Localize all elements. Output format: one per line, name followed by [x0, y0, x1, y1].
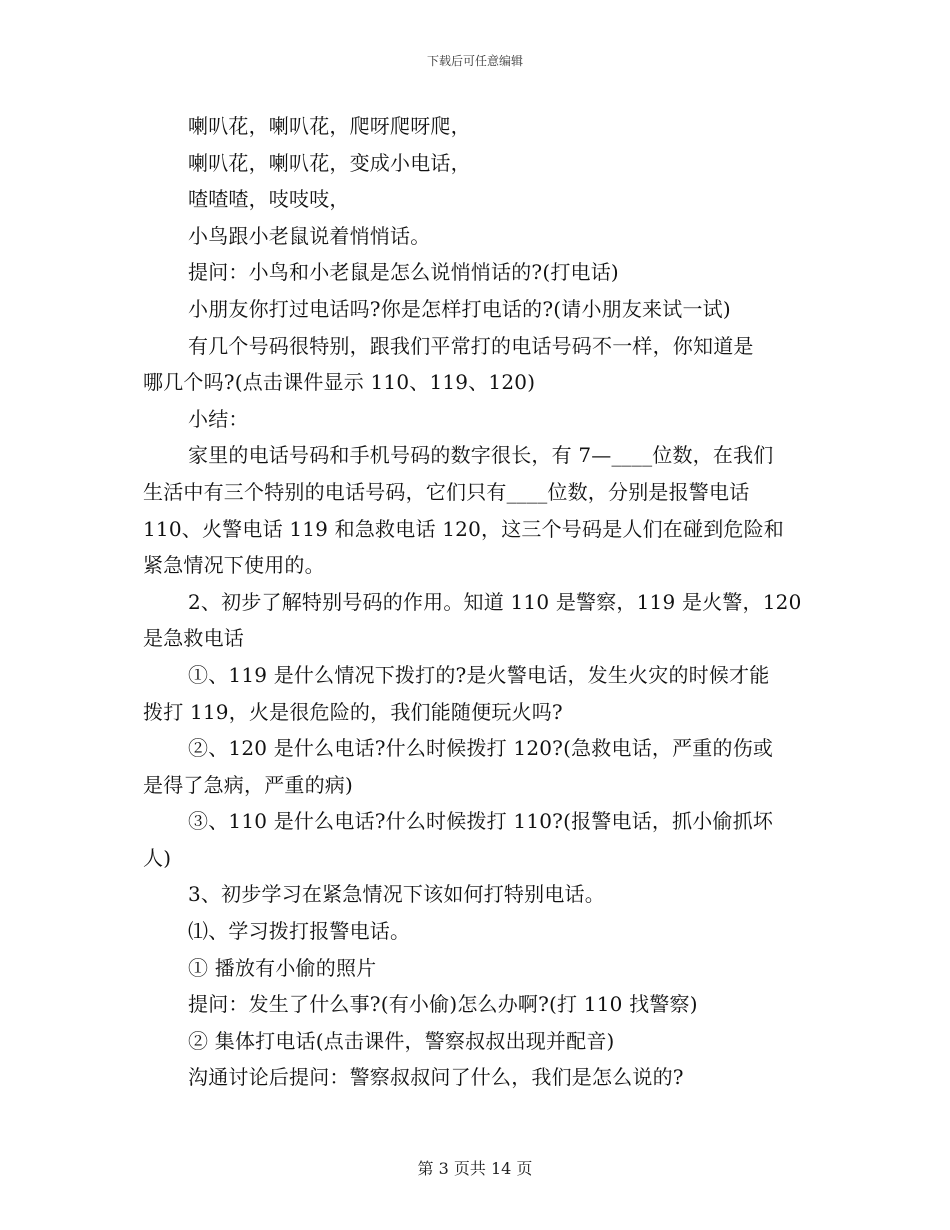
text-line: ① 播放有小偷的照片: [188, 955, 377, 980]
document-body: [143, 108, 808, 1096]
text-line: 喇叭花，喇叭花，变成小电话，: [188, 150, 471, 175]
page-footer: 第 3 页共 14 页: [417, 1159, 533, 1178]
text-line: 紧急情况下使用的。: [143, 553, 325, 578]
text-line: 生活中有三个特别的电话号码，它们只有____位数，分别是报警电话: [143, 479, 750, 504]
text-line: 人): [143, 845, 172, 870]
text-line: ①、119 是什么情况下拨打的?是火警电话，发生火灾的时候才能: [188, 662, 770, 687]
text-line: 110、火警电话 119 和急救电话 120，这三个号码是人们在碰到危险和: [143, 516, 784, 541]
text-line: 有几个号码很特别，跟我们平常打的电话号码不一样，你知道是: [188, 333, 754, 358]
text-line: 家里的电话号码和手机号码的数字很长，有 7—____位数，在我们: [188, 443, 774, 468]
text-line: 小结：: [188, 406, 249, 431]
text-line: 哪几个吗?(点击课件显示 110、119、120): [143, 370, 536, 395]
text-line: ②、120 是什么电话?什么时候拨打 120?(急救电话，严重的伤或: [188, 736, 774, 761]
text-line: 拨打 119，火是很危险的，我们能随便玩火吗?: [143, 699, 563, 724]
text-line: 是得了急病，严重的病): [143, 772, 354, 797]
text-line: 小朋友你打过电话吗?你是怎样打电话的?(请小朋友来试一试): [188, 296, 731, 321]
page-header: 下载后可任意编辑: [426, 54, 523, 68]
text-line: ③、110 是什么电话?什么时候拨打 110?(报警电话，抓小偷抓坏: [188, 809, 774, 834]
text-line: 喳喳喳，吱吱吱，: [188, 187, 350, 212]
text-line: 沟通讨论后提问：警察叔叔问了什么，我们是怎么说的?: [188, 1065, 684, 1090]
text-line: ② 集体打电话(点击课件，警察叔叔出现并配音): [188, 1028, 615, 1053]
text-line: 是急救电话: [143, 626, 244, 651]
section-heading-2: 2、初步了解特别号码的作用。知道 110 是警察，119 是火警，120: [188, 589, 802, 614]
text-line: 喇叭花，喇叭花，爬呀爬呀爬，: [188, 114, 471, 138]
section-heading-3: 3、初步学习在紧急情况下该如何打特别电话。: [188, 882, 605, 907]
text-line: ⑴、学习拨打报警电话。: [188, 919, 411, 944]
text-line: 小鸟跟小老鼠说着悄悄话。: [188, 223, 431, 248]
text-line: 提问：发生了什么事?(有小偷)怎么办啊?(打 110 找警察): [188, 992, 698, 1017]
text-line: 提问：小鸟和小老鼠是怎么说悄悄话的?(打电话): [188, 260, 619, 285]
